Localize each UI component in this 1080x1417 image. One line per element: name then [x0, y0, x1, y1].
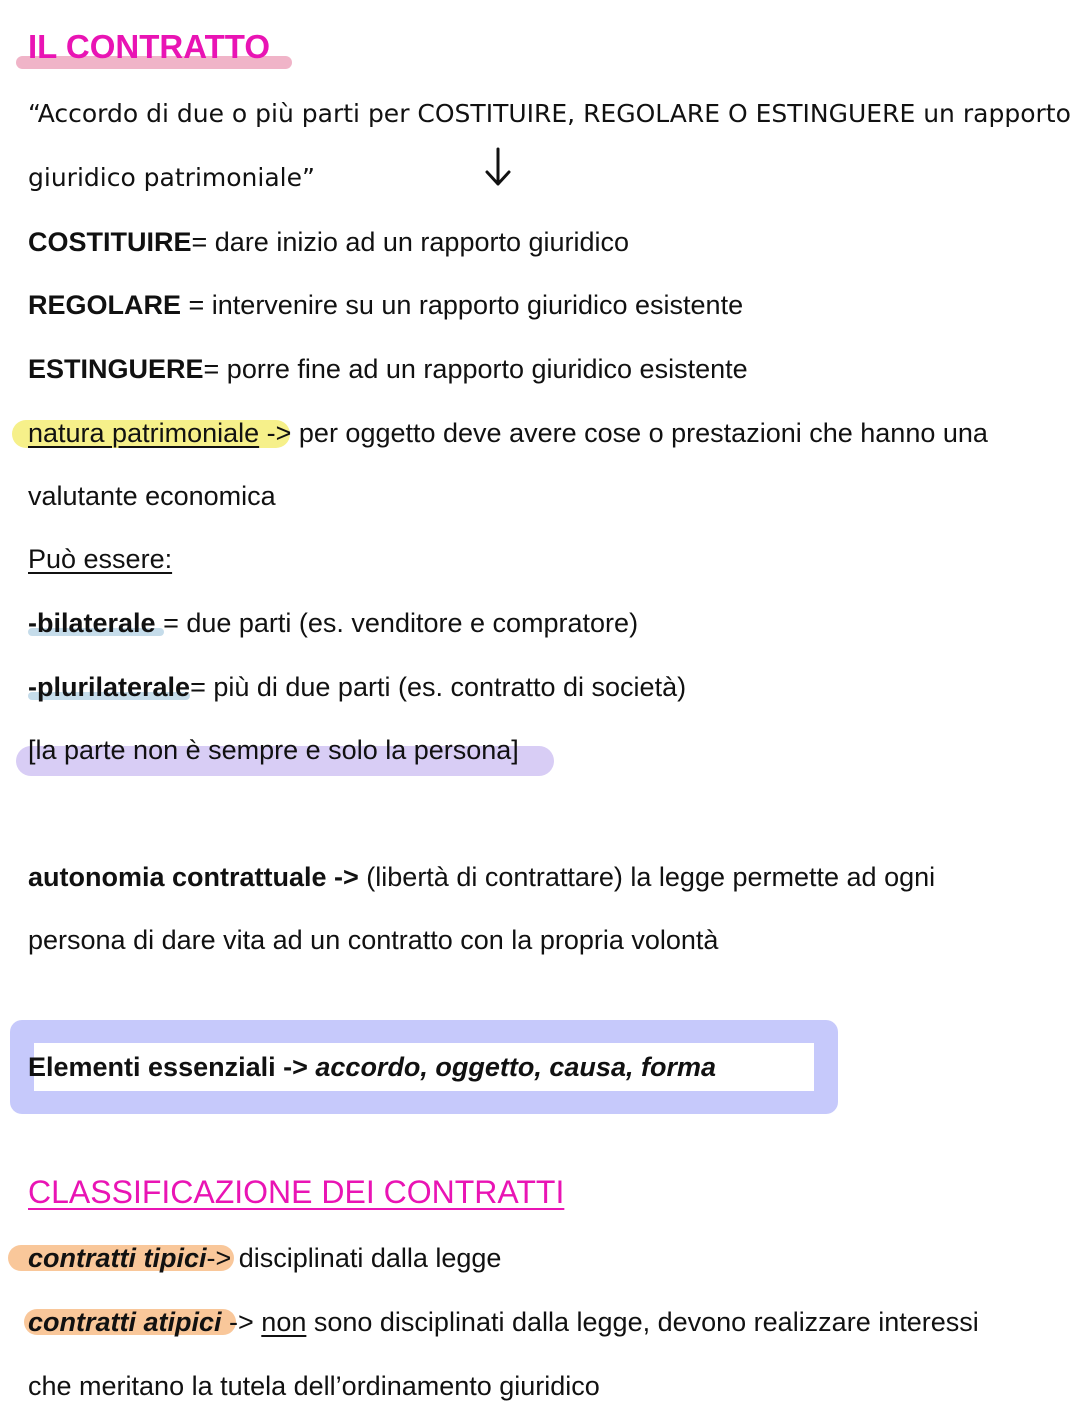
- autonomia-line-2: persona di dare vita ad un contratto con la propria volontà: [28, 925, 719, 955]
- tipici-text: disciplinati dalla legge: [231, 1243, 502, 1273]
- natura-line-1: [28, 416, 988, 450]
- definition-line-2: giuridico patrimoniale”: [28, 163, 315, 192]
- natura-text: per oggetto deve avere cose o prestazioni che hanno una: [291, 418, 988, 448]
- type-label: -plurilaterale: [28, 672, 191, 702]
- term-label: COSTITUIRE: [28, 227, 192, 257]
- atipici-text: sono disciplinati dalla legge, devono realizzare interessi: [306, 1307, 979, 1337]
- definition-line-1: “Accordo di due o più parti per COSTITUIRE, REGOLARE O ESTINGUERE un rapporto: [28, 99, 1071, 128]
- term-text: = dare inizio ad un rapporto giuridico: [191, 227, 630, 257]
- atipici-term: contratti atipici: [28, 1307, 222, 1337]
- note-text: [la parte non è sempre e solo la persona]: [28, 735, 519, 765]
- atipici-non: non: [261, 1307, 307, 1337]
- page-title: IL CONTRATTO: [28, 28, 270, 65]
- term-text: = porre fine ad un rapporto giuridico esistente: [203, 354, 748, 384]
- down-arrow-icon: [483, 146, 513, 188]
- type-text: = più di due parti (es. contratto di società): [190, 672, 687, 702]
- atipici-line-2: che meritano la tutela dell’ordinamento giuridico: [28, 1371, 600, 1401]
- type-label: -bilaterale: [28, 608, 156, 638]
- natura-term: natura patrimoniale: [28, 418, 260, 448]
- elementi-line: [28, 1050, 716, 1084]
- atipici-line-1: [28, 1305, 979, 1339]
- autonomia-term: autonomia contrattuale ->: [28, 862, 359, 892]
- natura-line-2: valutante economica: [28, 481, 276, 511]
- type-text: = due parti (es. venditore e compratore): [155, 608, 639, 638]
- tipici-term: contratti tipici: [28, 1243, 207, 1273]
- tipici-arrow: ->: [206, 1243, 232, 1273]
- puo-essere-label: Può essere:: [28, 544, 173, 574]
- term-costituire: [28, 225, 629, 259]
- autonomia-text: (libertà di contrattare) la legge permette ad ogni: [358, 862, 936, 892]
- term-label: REGOLARE: [28, 290, 182, 320]
- term-regolare: [28, 288, 743, 322]
- term-label: ESTINGUERE: [28, 354, 204, 384]
- elementi-list: accordo, oggetto, causa, forma: [315, 1052, 716, 1082]
- type-bilaterale: [28, 606, 638, 640]
- atipici-arrow: ->: [221, 1307, 262, 1337]
- tipici-line: [28, 1241, 501, 1275]
- natura-arrow: ->: [259, 418, 292, 448]
- elementi-label: Elementi essenziali ->: [28, 1052, 316, 1082]
- term-estinguere: [28, 352, 748, 386]
- term-text: = intervenire su un rapporto giuridico esistente: [181, 290, 744, 320]
- classificazione-title: CLASSIFICAZIONE DEI CONTRATTI: [28, 1174, 565, 1210]
- autonomia-line-1: [28, 860, 935, 894]
- type-plurilaterale: [28, 670, 686, 704]
